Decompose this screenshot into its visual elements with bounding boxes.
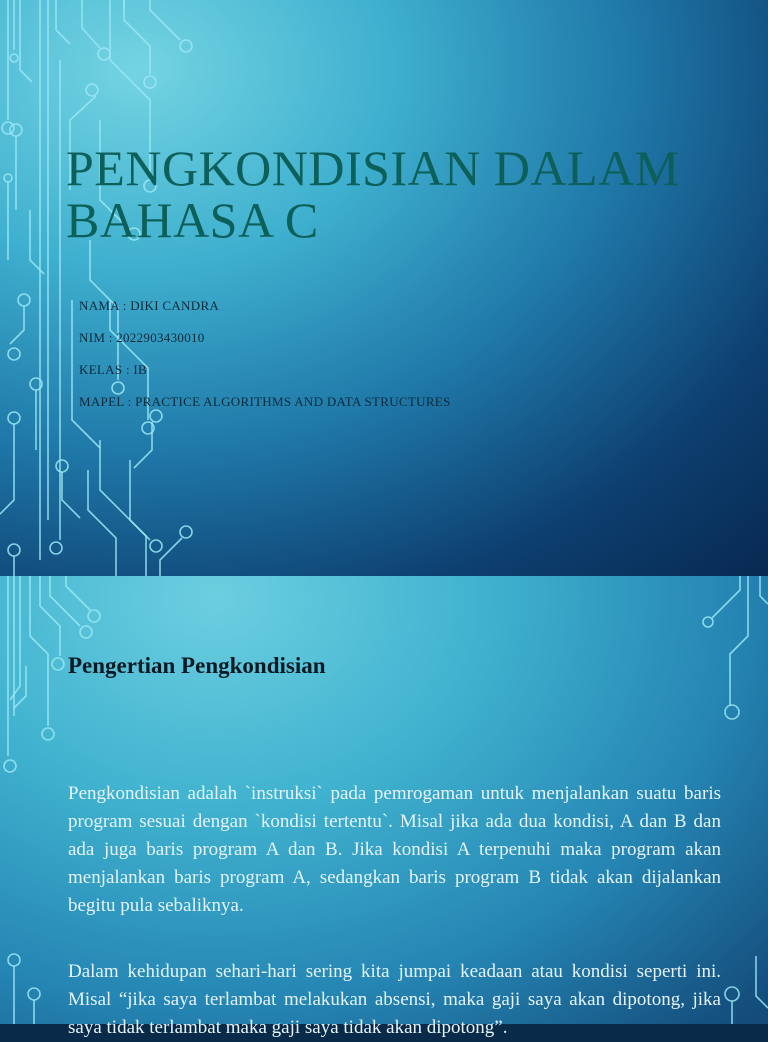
info-subject: MAPEL : PRACTICE ALGORITHMS AND DATA STRUCTURES (79, 394, 451, 409)
student-info-list (79, 296, 451, 424)
section-heading: Pengertian Pengkondisian (68, 653, 326, 678)
title-line-1: PENGKONDISIAN DALAM (66, 140, 680, 196)
info-name: NAMA : DIKI CANDRA (79, 298, 220, 313)
info-nim: NIM : 2022903430010 (79, 330, 205, 345)
title-line-2: BAHASA C (66, 192, 319, 248)
paragraph-example: Dalam kehidupan sehari-hari sering kita jumpai keadaan atau kondisi seperti ini. Misal “jika saya terlambat melakukan absensi, maka gaji saya akan dipotong, jika saya tidak terlambat maka gaji saya tidak akan dipotong”. (68, 961, 721, 1038)
info-class: KELAS : IB (79, 362, 147, 377)
slide-title (66, 142, 680, 246)
paragraph-definition: Pengkondisian adalah `instruksi` pada pemrogaman untuk menjalankan suatu baris program sesuai dengan `kondisi tertentu`. Misal jika ada dua kondisi, A dan B dan ada juga baris program A dan B. Jika kondisi A terpenuhi maka program akan menjalankan baris program A, sedangkan baris program B tidak akan dijalankan begitu pula sebaliknya. (68, 783, 721, 916)
